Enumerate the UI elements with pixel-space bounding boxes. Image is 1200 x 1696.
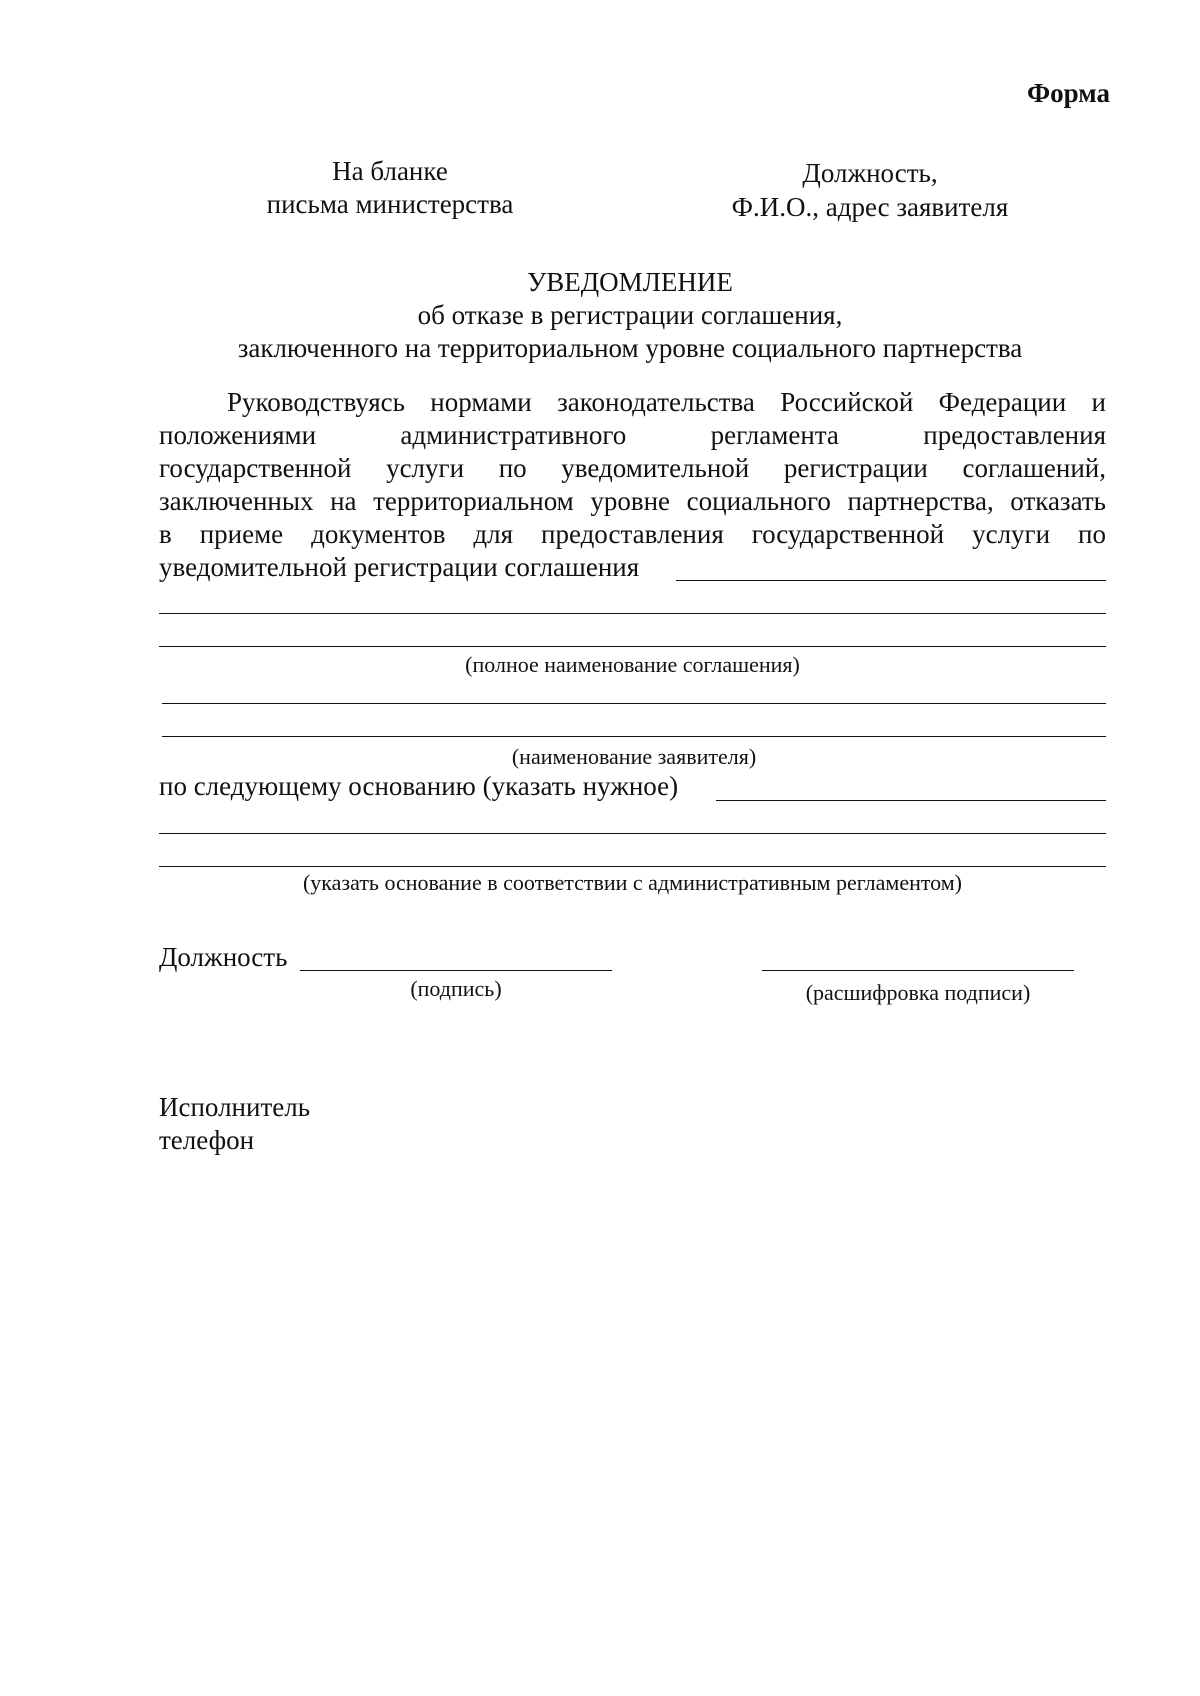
- addressee-line-1: Должность,: [802, 158, 938, 188]
- agreement-name-blank-1[interactable]: [676, 580, 1106, 581]
- signature-decoding-blank[interactable]: [762, 970, 1074, 971]
- body-line-1: Руководствуясь нормами законодательства Российской Федерации и: [227, 387, 1106, 417]
- body-line-2: положениями административного регламента предоставления: [159, 420, 1106, 450]
- signature-blank[interactable]: [300, 970, 612, 971]
- letterhead-line-2: письма министерства: [266, 189, 514, 219]
- basis-blank-1[interactable]: [716, 800, 1106, 801]
- document-subtitle-2: заключенного на территориальном уровне социального партнерства: [237, 333, 1023, 363]
- signature-decoding-caption: (расшифровка подписи): [805, 980, 1031, 1005]
- basis-blank-3[interactable]: [159, 866, 1106, 867]
- body-line-4: заключенных на территориальном уровне социального партнерства, отказать: [159, 486, 1106, 516]
- signature-position-label: Должность: [159, 942, 288, 972]
- executor-label: Исполнитель: [159, 1092, 311, 1122]
- basis-blank-2[interactable]: [159, 833, 1106, 834]
- phone-label: телефон: [159, 1125, 255, 1155]
- signature-caption: (подпись): [410, 976, 502, 1001]
- applicant-name-blank-2[interactable]: [162, 736, 1106, 737]
- form-label: Форма: [1026, 78, 1110, 108]
- document-title: УВЕДОМЛЕНИЕ: [527, 267, 733, 297]
- body-line-3: государственной услуги по уведомительной регистрации соглашений,: [159, 453, 1106, 483]
- basis-line-text: по следующему основанию (указать нужное): [159, 771, 679, 801]
- agreement-name-blank-2[interactable]: [159, 613, 1106, 614]
- applicant-name-caption: (наименование заявителя): [511, 744, 757, 769]
- applicant-name-blank-1[interactable]: [162, 703, 1106, 704]
- agreement-name-caption: (полное наименование соглашения): [465, 652, 800, 677]
- document-subtitle-1: об отказе в регистрации соглашения,: [417, 300, 843, 330]
- body-line-5: в приеме документов для предоставления государственной услуги по: [159, 519, 1106, 549]
- addressee-line-2: Ф.И.О., адрес заявителя: [731, 192, 1009, 222]
- agreement-name-blank-3[interactable]: [159, 646, 1106, 647]
- body-line-6: уведомительной регистрации соглашения: [159, 552, 640, 582]
- basis-caption: (указать основание в соответствии с административным регламентом): [302, 870, 963, 895]
- letterhead-line-1: На бланке: [332, 156, 448, 186]
